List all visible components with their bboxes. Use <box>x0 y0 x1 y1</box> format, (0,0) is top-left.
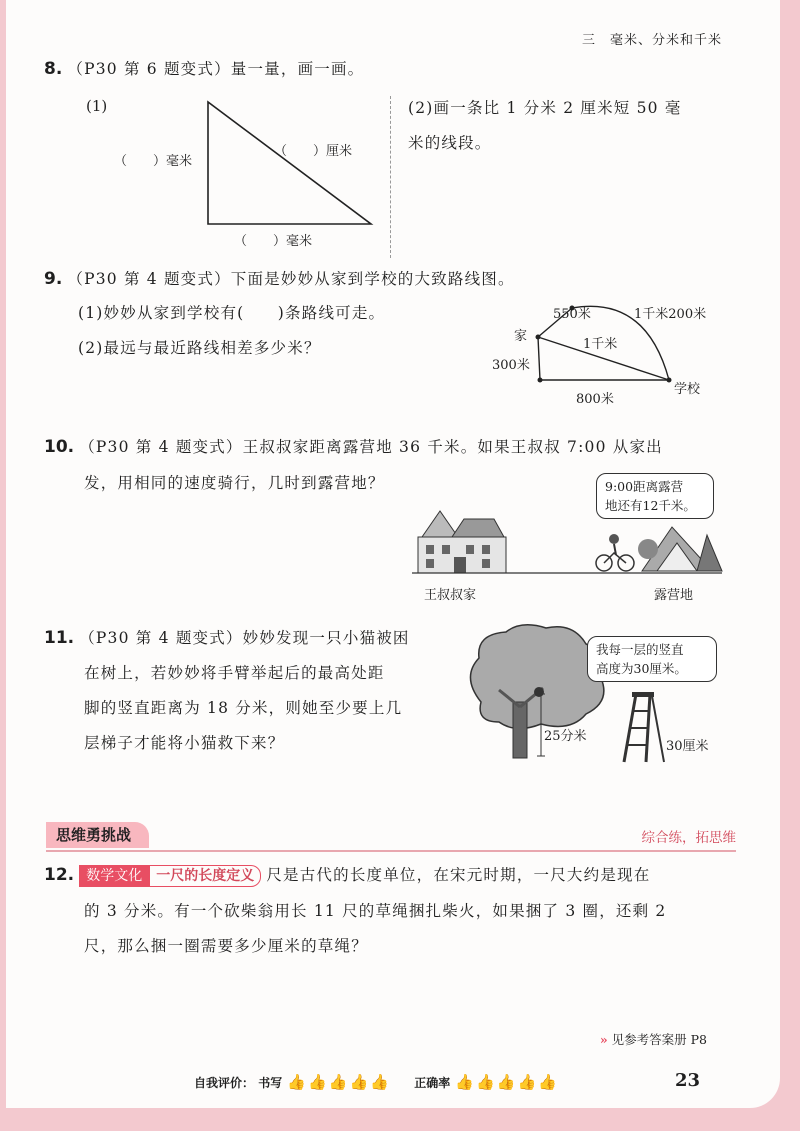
camp-tent-icon <box>638 527 722 571</box>
map-label-1000: 1千米 <box>583 337 618 352</box>
q9-sub1: (1)妙妙从家到学校有( )条路线可走。 <box>78 304 386 322</box>
thumb-up-icon[interactable]: 👍 <box>370 1073 389 1091</box>
house-and-camp-illustration <box>412 505 732 580</box>
thumb-up-icon[interactable]: 👍 <box>287 1073 307 1091</box>
section-title: 思维勇挑战 <box>46 822 149 848</box>
q8-part2-line2: 米的线段。 <box>408 134 492 152</box>
bubble-line1: 我每一层的竖直 <box>596 642 684 657</box>
question-text-line1: 尺是古代的长度单位，在宋元时期，一尺大约是现在 <box>266 866 651 884</box>
question-text-line2: 发，用相同的速度骑行，几时到露营地？ <box>84 474 385 492</box>
double-arrow-icon: » <box>599 1032 608 1047</box>
map-label-800: 800米 <box>576 392 614 407</box>
question-10 <box>44 430 663 465</box>
topic-tag: 一尺的长度定义 <box>149 865 261 887</box>
question-number: 11. <box>44 628 75 648</box>
thumb-up-icon[interactable]: 👍 <box>496 1073 516 1091</box>
q9-sub2: (2)最远与最近路线相差多少米？ <box>78 339 321 357</box>
thumb-up-icon[interactable]: 👍 <box>328 1073 348 1091</box>
bubble-line2: 地还有12千米。 <box>605 498 696 513</box>
label-left-side: （ ）毫米 <box>114 154 193 169</box>
question-number: 10. <box>44 437 75 457</box>
label-campsite: 露营地 <box>654 588 694 603</box>
question-text-line1: （P30 第 4 题变式）妙妙发现一只小猫被困 <box>79 629 410 647</box>
math-culture-tag: 数学文化 <box>79 865 149 887</box>
question-text-line4: 层梯子才能将小猫救下来？ <box>84 734 285 752</box>
section-subtitle: 综合练，拓思维 <box>641 830 736 846</box>
question-text: （P30 第 6 题变式）量一量，画一画。 <box>67 60 365 78</box>
label-tree-height: 25分米 <box>544 729 587 744</box>
question-number: 9. <box>44 269 63 289</box>
thumb-up-icon[interactable]: 👍 <box>538 1073 557 1091</box>
question-12 <box>44 858 650 893</box>
label-bottom-side: （ ）毫米 <box>234 234 313 249</box>
question-number: 8. <box>44 59 63 79</box>
bubble-line1: 9:00距离露营 <box>605 479 684 494</box>
divider-dashed <box>390 96 391 258</box>
map-label-home: 家 <box>514 329 528 344</box>
cyclist-icon <box>596 534 634 571</box>
thumb-up-icon[interactable]: 👍 <box>455 1073 475 1091</box>
question-8 <box>44 52 364 87</box>
thumb-up-icon[interactable]: 👍 <box>308 1073 327 1091</box>
question-11 <box>44 621 410 656</box>
q8-part1-label: (1) <box>86 97 108 115</box>
speech-bubble-q11 <box>587 636 717 682</box>
question-text-line2: 在树上，若妙妙将手臂举起后的最高处距 <box>84 664 385 682</box>
accuracy-label: 正确率 <box>414 1076 451 1090</box>
label-hypotenuse: （ ）厘米 <box>274 144 353 159</box>
label-uncle-home: 王叔叔家 <box>424 588 477 603</box>
q8-part2-line1: (2)画一条比 1 分米 2 厘米短 50 毫 <box>408 99 682 117</box>
map-label-550: 550米 <box>553 307 591 322</box>
thumb-up-icon[interactable]: 👍 <box>517 1073 537 1091</box>
worksheet-page <box>6 0 780 1108</box>
page-number: 23 <box>674 1070 700 1091</box>
answer-reference <box>600 1030 707 1048</box>
thumb-up-icon[interactable]: 👍 <box>476 1073 495 1091</box>
map-label-school: 学校 <box>674 382 701 397</box>
self-eval-label: 自我评价： <box>194 1076 255 1090</box>
map-label-300: 300米 <box>492 358 530 373</box>
section-header-bar <box>46 822 736 852</box>
answer-reference-text: 见参考答案册 P8 <box>611 1032 707 1047</box>
question-text: （P30 第 4 题变式）下面是妙妙从家到学校的大致路线图。 <box>67 270 515 288</box>
question-number: 12. <box>44 865 75 885</box>
right-triangle <box>208 102 371 224</box>
cat-icon <box>534 687 544 697</box>
question-text-line2: 的 3 分米。有一个砍柴翁用长 11 尺的草绳捆扎柴火，如果捆了 3 圈，还剩 2 <box>84 902 667 920</box>
question-text-line3: 尺，那么捆一圈需要多少厘米的草绳？ <box>84 937 368 955</box>
self-evaluation <box>194 1073 558 1091</box>
question-9 <box>44 262 515 297</box>
triangle-figure <box>196 98 376 228</box>
bubble-line2: 高度为30厘米。 <box>596 661 687 676</box>
map-label-1200: 1千米200米 <box>634 307 707 322</box>
label-ladder-step: 30厘米 <box>666 739 709 754</box>
question-text-line1: （P30 第 4 题变式）王叔叔家距离露营地 36 千米。如果王叔叔 7:00 从家出 <box>79 438 663 456</box>
writing-label: 书写 <box>258 1076 283 1090</box>
thumb-up-icon[interactable]: 👍 <box>349 1073 369 1091</box>
house-icon <box>418 511 506 573</box>
chapter-header: 三 毫米、分米和千米 <box>581 33 722 48</box>
question-text-line3: 脚的竖直距离为 18 分米，则她至少要上几 <box>84 699 403 717</box>
